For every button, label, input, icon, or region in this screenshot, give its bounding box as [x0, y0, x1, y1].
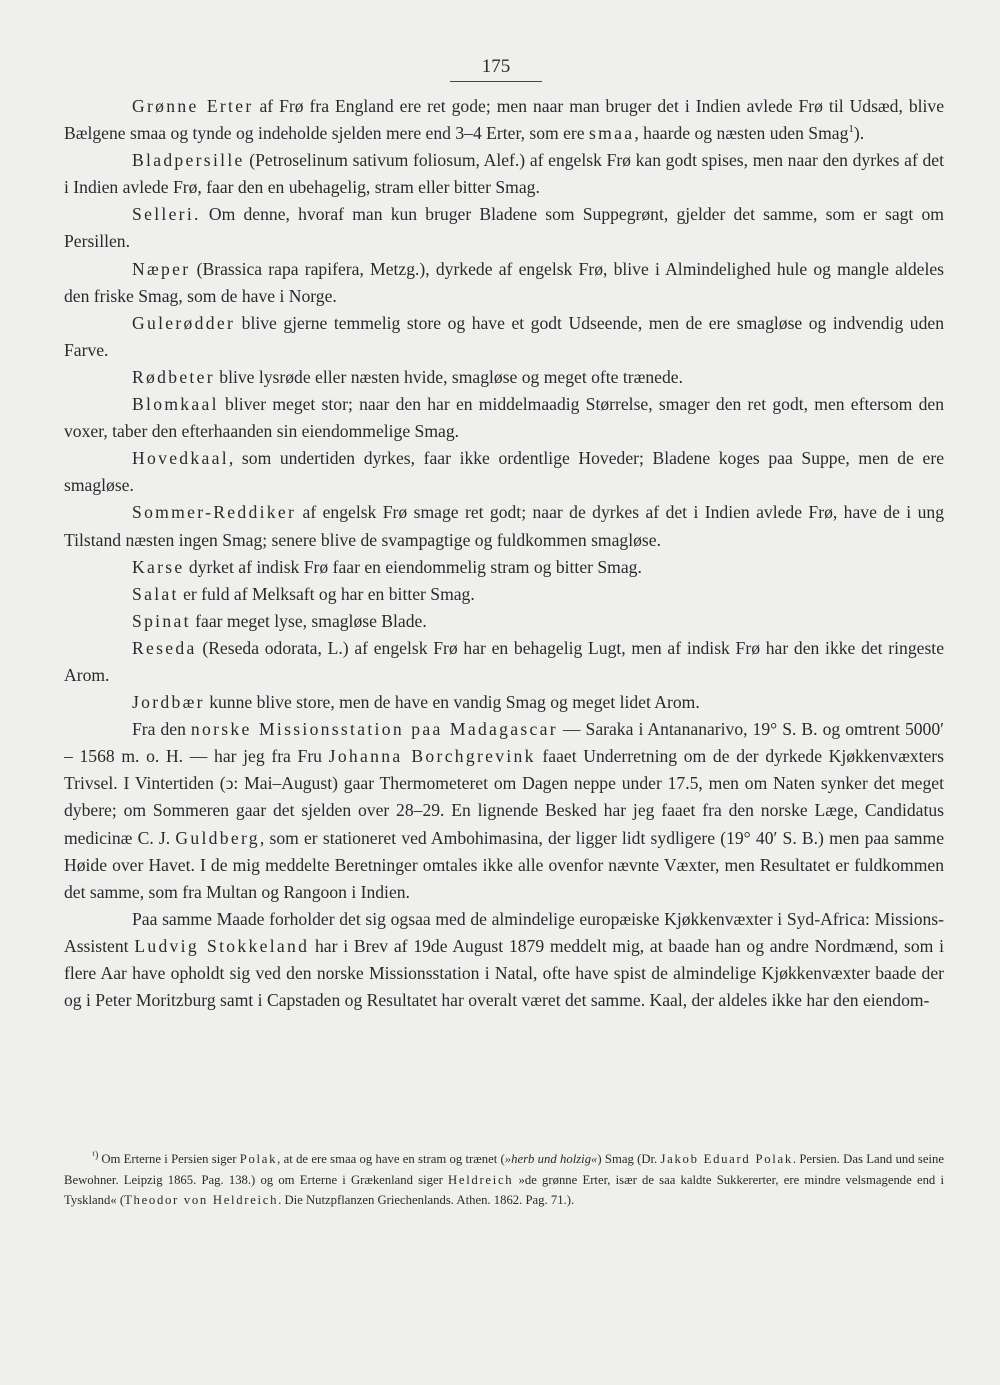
paragraph-gulerodder	[64, 310, 944, 364]
paragraph-text: Paa samme Maade forholder det sig ogsaa med de almindelige europæiske Kjøkkenvæxter i Syd-Africa: Missions-Assistent	[64, 908, 944, 956]
footnote-text: »de grønne Erter, især de saa kaldte Sukkererter, ere mindre velsmagende end i Tyskland« (	[64, 1172, 944, 1208]
paragraph-text: dyrket af indisk Frø faar en eiendommelig stram og bitter Smag.	[184, 556, 642, 577]
paragraph-hovedkaal	[64, 445, 944, 499]
term: Grønne Erter	[132, 96, 254, 116]
paragraph-jordbaer	[64, 689, 944, 716]
paragraph-text: har i Brev af 19de August 1879 meddelt mig, at baade han og andre Nordmænd, som i flere Aar have opholdt sig ved den norske Missionsstation i Natal, ofte have spist de almindelige Kjøkkenvæxter baade der og i Peter Moritzburg samt i Capstaden og Resultatet har overalt været det samme. Kaal, der aldeles ikke har den eiendom-	[64, 935, 944, 1011]
term: Rødbeter	[132, 366, 215, 387]
paragraph-text: faaet Underretning om de der dyrkede Kjøkkenvæxters Trivsel. I Vintertiden (ↄ: Mai–August) gaar Thermometeret om Dagen neppe under 17.5, men om Naten synker det meget dybere; om Sommeren gaar det sjelden over 28–29. En lignende Besked har jeg faaet fra den norske Læge, Candidatus medicinæ C. J.	[64, 746, 945, 848]
person-name: Ludvig Stokkeland	[134, 935, 310, 956]
term: Hovedkaal	[132, 448, 229, 469]
paragraph-text: af engelsk Frø smage ret godt; naar de dyrkes af det i Indien avlede Frø, have de i ung Tilstand næsten ingen Smag; senere blive de svampagtige og fuldkommen smagløse.	[64, 502, 944, 550]
term: Reseda	[132, 637, 197, 658]
term: Jordbær	[132, 692, 205, 713]
paragraph-blomkaal	[64, 391, 944, 445]
paragraph-syd-africa	[64, 906, 944, 1014]
paragraph-gronne-erter	[64, 93, 944, 147]
paragraph-text: kunne blive store, men de have en vandig Smag og meget lidet Arom.	[204, 692, 700, 713]
term: Selleri.	[132, 204, 201, 225]
paragraph-text: er fuld af Melksaft og har en bitter Smag.	[178, 583, 475, 604]
person-name: Theodor von Heldreich	[124, 1193, 279, 1208]
paragraph-text: — Saraka i Antananarivo, 19° S. B. og omtrent 5000′ – 1568 m. o. H. — har jeg fra Fru	[64, 719, 945, 767]
page-number: 175	[450, 56, 542, 82]
paragraph-bladpersille	[64, 147, 944, 201]
paragraph-text: Fra den	[132, 719, 191, 740]
person-name: Jakob Eduard Polak	[660, 1152, 793, 1166]
place-name: norske Missionsstation paa Madagascar	[190, 719, 558, 740]
paragraph-karse	[64, 554, 944, 581]
paragraph-text: blive lysrøde eller næsten hvide, smagløse og meget ofte trænede.	[214, 366, 683, 387]
paragraph-text: , haarde og næsten uden Smag	[634, 123, 849, 144]
paragraph-naeper	[64, 256, 944, 310]
person-name: Polak	[239, 1152, 278, 1166]
term: Bladpersille	[132, 150, 245, 171]
person-name: Heldreich	[448, 1172, 514, 1187]
footnote-1	[64, 1149, 944, 1211]
term: smaa	[589, 123, 635, 144]
paragraph-salat	[64, 581, 944, 608]
paragraph-sommer-reddiker	[64, 499, 944, 553]
paragraph-text: (Petroselinum sativum foliosum, Alef.) af engelsk Frø kan godt spises, men naar den dyrkes af det i Indien avlede Frø, faar den en ubehagelig, stram eller bitter Smag.	[64, 150, 944, 198]
paragraph-text: blive gjerne temmelig store og have et godt Udseende, men de ere smagløse og indvendig uden Farve.	[64, 312, 944, 360]
paragraph-madagascar	[64, 716, 944, 906]
paragraph-text: faar meget lyse, smagløse Blade.	[190, 610, 427, 631]
term: Salat	[132, 583, 179, 604]
quote-italic: »herb und holzig«	[504, 1152, 598, 1166]
paragraph-reseda	[64, 635, 944, 689]
body-text	[64, 93, 944, 1014]
term: Næper	[132, 258, 191, 279]
paragraph-text: ).	[853, 123, 865, 144]
paragraph-text: Om denne, hvoraf man kun bruger Bladene som Suppegrønt, gjelder det samme, som er sagt om Persillen.	[64, 204, 944, 252]
paragraph-text: bliver meget stor; naar den har en middelmaadig Størrelse, smager den ret godt, men eftersom den voxer, taber den efterhaanden sin eiendommelige Smag.	[64, 394, 944, 442]
footnote-ref: 1	[848, 123, 854, 136]
term: Karse	[132, 556, 185, 577]
footnote-text: . Die Nutzpflanzen Griechenlands. Athen. 1862. Pag. 71.).	[278, 1193, 575, 1208]
paragraph-rodbeter	[64, 364, 944, 391]
person-name: Johanna Borchgrevink	[328, 746, 536, 767]
term: Gulerødder	[132, 312, 236, 333]
term: Blomkaal	[132, 394, 219, 415]
paragraph-text: (Brassica rapa rapifera, Metzg.), dyrkede af engelsk Frø, blive i Almindelighed hule og mangle aldeles den friske Smag, som de have i Norge.	[64, 258, 944, 306]
term: Sommer-Reddiker	[132, 502, 297, 523]
paragraph-spinat	[64, 608, 944, 635]
paragraph-text: af Frø fra England ere ret gode; men naar man bruger det i Indien avlede Frø til Udsæd, blive Bælgene smaa og tynde og indeholde sjelden mere end 3–4 Erter, som ere	[64, 96, 945, 144]
footnotes	[64, 1149, 944, 1211]
footnote-text: Om Erterne i Persien siger	[101, 1152, 240, 1166]
paragraph-text: (Reseda odorata, L.) af engelsk Frø har en behagelig Lugt, men af indisk Frø har den ikke det ringeste Arom.	[64, 637, 944, 685]
footnote-text: ) Smag (Dr.	[597, 1152, 661, 1166]
paragraph-selleri	[64, 201, 944, 255]
footnote-text: , at de ere smaa og have en stram og trænet (	[277, 1152, 505, 1166]
paragraph-text: , som undertiden dyrkes, faar ikke ordentlige Hoveder; Bladene koges paa Suppe, men de ere smagløse.	[64, 448, 944, 496]
person-name: Guldberg	[175, 827, 260, 848]
term: Spinat	[132, 610, 191, 631]
paragraph-text: , som er stationeret ved Ambohimasina, der ligger lidt sydligere (19° 40′ S. B.) men paa samme Høide over Havet. I de mig meddelte Beretninger omtales ikke alle ovenfor nævnte Væxter, men Resultatet er fuldkommen det samme, som fra Multan og Rangoon i Indien.	[64, 827, 945, 902]
footnote-text: . Persien. Das Land und seine Bewohner. Leipzig 1865. Pag. 138.) og om Erterne i Grækenland siger	[64, 1152, 944, 1187]
footnote-mark: ¹)	[92, 1149, 99, 1161]
